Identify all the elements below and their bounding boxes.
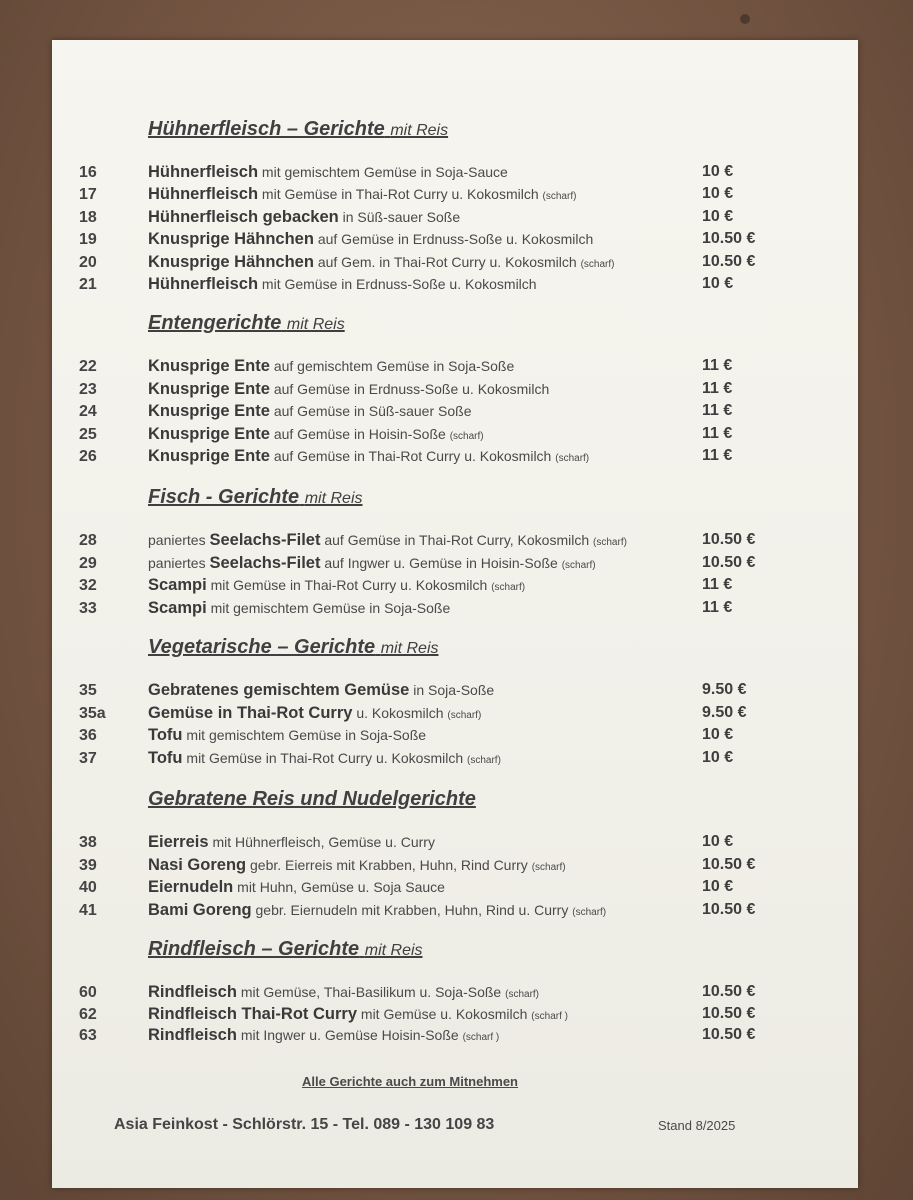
item-description <box>148 208 460 227</box>
item-number: 20 <box>79 253 97 271</box>
item-number: 23 <box>79 380 97 398</box>
item-name: Tofu <box>148 748 183 767</box>
item-name: Bami Goreng <box>148 900 252 919</box>
item-number: 35 <box>79 682 97 699</box>
item-description <box>148 447 589 466</box>
menu-item <box>52 553 858 575</box>
item-price: 11 € <box>702 424 733 442</box>
item-description <box>148 726 426 745</box>
item-name: Gemüse in Thai-Rot Curry <box>148 703 353 722</box>
section-title <box>148 486 363 509</box>
item-description <box>148 878 445 897</box>
menu-item <box>52 680 858 702</box>
item-price: 11 € <box>702 379 733 397</box>
item-price: 10.50 € <box>702 252 756 270</box>
item-name: Knusprige Hähnchen <box>148 252 314 271</box>
item-description <box>148 185 576 204</box>
item-name: Knusprige Ente <box>148 402 270 421</box>
item-name: Rindfleisch <box>148 1026 237 1044</box>
menu-item <box>52 356 858 378</box>
item-details: auf Gemüse in Süß-sauer Soße <box>273 403 472 420</box>
item-name: Knusprige Ente <box>148 379 270 398</box>
item-price: 9.50 € <box>702 681 747 698</box>
item-spicy-note: (scharf) <box>491 582 526 593</box>
item-name: Scampi <box>148 576 207 594</box>
item-price: 10.50 € <box>702 1004 756 1022</box>
item-description <box>148 901 606 920</box>
menu-item <box>52 229 858 251</box>
item-description <box>148 253 614 272</box>
item-number: 21 <box>79 276 97 293</box>
item-description <box>148 380 549 399</box>
takeaway-note: Alle Gerichte auch zum Mitnehmen <box>302 1074 518 1089</box>
item-price: 11 € <box>702 447 733 465</box>
item-number: 36 <box>79 727 97 744</box>
item-description <box>148 357 514 376</box>
item-price: 10 € <box>702 726 734 743</box>
item-description <box>148 1026 499 1045</box>
item-name: Seelachs-Filet <box>209 531 321 549</box>
item-description <box>148 983 539 1002</box>
menu-item <box>52 877 858 899</box>
item-description <box>148 856 566 875</box>
item-price: 10 € <box>702 275 734 292</box>
item-details: mit Gemüse in Erdnuss-Soße u. Kokosmilch <box>261 276 537 292</box>
item-number: 41 <box>79 901 97 919</box>
item-price: 10.50 € <box>702 900 756 918</box>
item-prefix: paniertes <box>148 554 206 571</box>
item-spicy-note: (scharf ) <box>531 1010 568 1022</box>
item-details: auf Gemüse in Thai-Rot Curry, Kokosmilch <box>324 532 590 548</box>
item-spicy-note: (scharf) <box>561 559 596 571</box>
menu-item <box>52 274 858 296</box>
item-price: 11 € <box>702 576 733 593</box>
section-title-main: Fisch - Gerichte <box>148 486 300 508</box>
menu-item <box>52 401 858 423</box>
item-spicy-note: (scharf ) <box>462 1032 500 1043</box>
section-title-main: Gebratene Reis und Nudelgerichte <box>148 788 476 810</box>
item-price: 10 € <box>702 185 734 203</box>
menu-item <box>52 162 858 184</box>
item-details: auf Gemüse in Hoisin-Soße <box>273 425 446 442</box>
item-spicy-note: (scharf) <box>542 191 577 203</box>
section-title <box>148 938 423 961</box>
section-title-main: Vegetarische – Gerichte <box>148 636 376 658</box>
item-details: mit Hühnerfleisch, Gemüse u. Curry <box>212 834 435 850</box>
item-name: Seelachs-Filet <box>209 553 321 572</box>
item-price: 10.50 € <box>702 1026 756 1043</box>
section-title <box>148 312 345 335</box>
item-description <box>148 554 596 573</box>
item-prefix: paniertes <box>148 532 206 548</box>
menu-item <box>52 725 858 747</box>
item-name: Rindfleisch <box>148 983 237 1001</box>
restaurant-address: Asia Feinkost - Schlörstr. 15 - Tel. 089 - 130 109 83 <box>114 1116 495 1133</box>
item-details: mit Huhn, Gemüse u. Soja Sauce <box>237 879 445 895</box>
item-number: 19 <box>79 231 97 249</box>
item-number: 25 <box>79 425 97 443</box>
item-number: 40 <box>79 879 97 896</box>
menu-item <box>52 832 858 854</box>
item-spicy-note: (scharf) <box>447 709 482 721</box>
item-details: auf Ingwer u. Gemüse in Hoisin-Soße <box>324 554 558 571</box>
item-description <box>148 599 450 618</box>
section-title-suffix: mit Reis <box>390 122 449 139</box>
item-spicy-note: (scharf) <box>555 453 590 465</box>
item-details: mit gemischtem Gemüse in Soja-Soße <box>210 599 451 616</box>
item-number: 33 <box>79 599 97 617</box>
item-number: 35a <box>79 704 106 722</box>
menu-item <box>52 598 858 620</box>
menu-item <box>52 982 858 1004</box>
item-description <box>148 402 471 421</box>
item-details: auf Gemüse in Erdnuss-Soße u. Kokosmilch <box>317 231 594 248</box>
item-number: 37 <box>79 749 97 767</box>
menu-item <box>52 207 858 229</box>
menu-item <box>52 424 858 446</box>
item-details: mit gemischtem Gemüse in Soja-Soße <box>186 727 427 743</box>
item-details: mit Gemüse in Thai-Rot Curry u. Kokosmilch <box>186 749 464 766</box>
item-description <box>148 531 627 550</box>
background-spot <box>740 14 750 24</box>
item-price: 11 € <box>702 402 733 420</box>
item-name: Hühnerfleisch <box>148 275 259 293</box>
item-price: 10 € <box>702 833 734 850</box>
item-spicy-note: (scharf) <box>449 430 484 442</box>
item-number: 63 <box>79 1027 97 1044</box>
item-details: auf Gem. in Thai-Rot Curry u. Kokosmilch <box>317 253 577 270</box>
item-price: 10.50 € <box>702 531 756 548</box>
item-details: auf Gemüse in Erdnuss-Soße u. Kokosmilch <box>273 380 550 397</box>
item-name: Hühnerfleisch <box>148 163 259 181</box>
menu-item <box>52 252 858 274</box>
item-price: 10.50 € <box>702 553 756 571</box>
item-price: 10 € <box>702 748 734 766</box>
item-number: 26 <box>79 448 97 466</box>
section-title-suffix: mit Reis <box>380 640 439 657</box>
section-title-main: Rindfleisch – Gerichte <box>148 938 360 960</box>
item-number: 18 <box>79 208 97 226</box>
item-details: mit Gemüse u. Kokosmilch <box>360 1005 528 1022</box>
item-description <box>148 1005 568 1024</box>
item-price: 10 € <box>702 207 734 225</box>
item-details: mit Gemüse, Thai-Basilikum u. Soja-Soße <box>240 984 502 1000</box>
section-title-suffix: mit Reis <box>286 316 345 333</box>
item-description <box>148 749 501 768</box>
item-spicy-note: (scharf) <box>505 989 540 1000</box>
item-number: 39 <box>79 856 97 874</box>
section-title-suffix: mit Reis <box>364 942 423 959</box>
item-name: Scampi <box>148 598 207 617</box>
item-price: 10.50 € <box>702 855 756 873</box>
menu-item <box>52 855 858 877</box>
item-details: in Süß-sauer Soße <box>342 208 461 225</box>
item-name: Tofu <box>148 726 183 744</box>
item-number: 24 <box>79 403 97 421</box>
item-details: gebr. Eiernudeln mit Krabben, Huhn, Rind u. Curry <box>255 901 569 918</box>
menu-item <box>52 530 858 552</box>
item-description <box>148 230 593 249</box>
item-details: gebr. Eierreis mit Krabben, Huhn, Rind Curry <box>250 856 528 873</box>
menu-item <box>52 575 858 597</box>
item-details: mit Ingwer u. Gemüse Hoisin-Soße <box>240 1027 459 1043</box>
menu-item <box>52 703 858 725</box>
menu-item <box>52 446 858 468</box>
item-details: mit Gemüse in Thai-Rot Curry u. Kokosmilch <box>261 186 539 203</box>
item-name: Knusprige Ente <box>148 357 270 375</box>
menu-item <box>52 379 858 401</box>
item-number: 62 <box>79 1005 97 1023</box>
item-number: 38 <box>79 834 97 851</box>
item-description <box>148 681 494 700</box>
item-name: Hühnerfleisch <box>148 185 259 204</box>
item-spicy-note: (scharf) <box>531 861 566 873</box>
item-number: 32 <box>79 577 97 594</box>
item-description <box>148 833 435 852</box>
item-number: 29 <box>79 554 97 572</box>
item-number: 28 <box>79 532 97 549</box>
item-details: mit gemischtem Gemüse in Soja-Sauce <box>261 164 508 180</box>
menu-sheet <box>52 40 858 1188</box>
item-spicy-note: (scharf) <box>580 258 615 270</box>
item-details: in Soja-Soße <box>413 682 495 698</box>
menu-item <box>52 1025 858 1047</box>
section-title <box>148 118 448 141</box>
menu-item <box>52 748 858 770</box>
item-details: mit Gemüse in Thai-Rot Curry u. Kokosmilch <box>210 577 488 593</box>
item-name: Knusprige Hähnchen <box>148 230 314 249</box>
item-number: 17 <box>79 186 97 204</box>
menu-item <box>52 900 858 922</box>
item-price: 10.50 € <box>702 983 756 1000</box>
item-description <box>148 576 525 595</box>
item-price: 9.50 € <box>702 703 747 721</box>
item-price: 10 € <box>702 163 734 180</box>
item-price: 10 € <box>702 878 734 895</box>
item-details: u. Kokosmilch <box>356 704 444 721</box>
item-price: 11 € <box>702 598 733 616</box>
item-spicy-note: (scharf) <box>593 537 627 548</box>
section-title <box>148 788 476 811</box>
item-details: auf gemischtem Gemüse in Soja-Soße <box>273 358 515 374</box>
item-price: 11 € <box>702 357 733 374</box>
section-title-main: Hühnerfleisch – Gerichte <box>148 118 385 140</box>
section-title-main: Entengerichte <box>148 312 282 334</box>
menu-item <box>52 1004 858 1026</box>
item-description <box>148 704 481 723</box>
item-name: Eierreis <box>148 833 209 851</box>
item-number: 16 <box>79 164 97 181</box>
item-name: Knusprige Ente <box>148 424 270 443</box>
section-title <box>148 636 439 659</box>
item-price: 10.50 € <box>702 230 756 248</box>
item-details: auf Gemüse in Thai-Rot Curry u. Kokosmilch <box>273 448 552 465</box>
item-name: Eiernudeln <box>148 878 234 896</box>
item-name: Nasi Goreng <box>148 855 247 874</box>
item-number: 60 <box>79 984 97 1001</box>
item-description <box>148 163 508 182</box>
item-description <box>148 425 484 444</box>
item-number: 22 <box>79 358 97 375</box>
menu-date: Stand 8/2025 <box>658 1118 736 1133</box>
item-name: Knusprige Ente <box>148 447 270 466</box>
item-name: Rindfleisch Thai-Rot Curry <box>148 1004 358 1023</box>
item-name: Hühnerfleisch gebacken <box>148 207 339 226</box>
item-spicy-note: (scharf) <box>572 906 607 918</box>
menu-item <box>52 184 858 206</box>
item-spicy-note: (scharf) <box>467 754 501 766</box>
item-description <box>148 275 537 294</box>
section-title-suffix: mit Reis <box>304 490 363 507</box>
item-name: Gebratenes gemischtem Gemüse <box>148 681 410 699</box>
